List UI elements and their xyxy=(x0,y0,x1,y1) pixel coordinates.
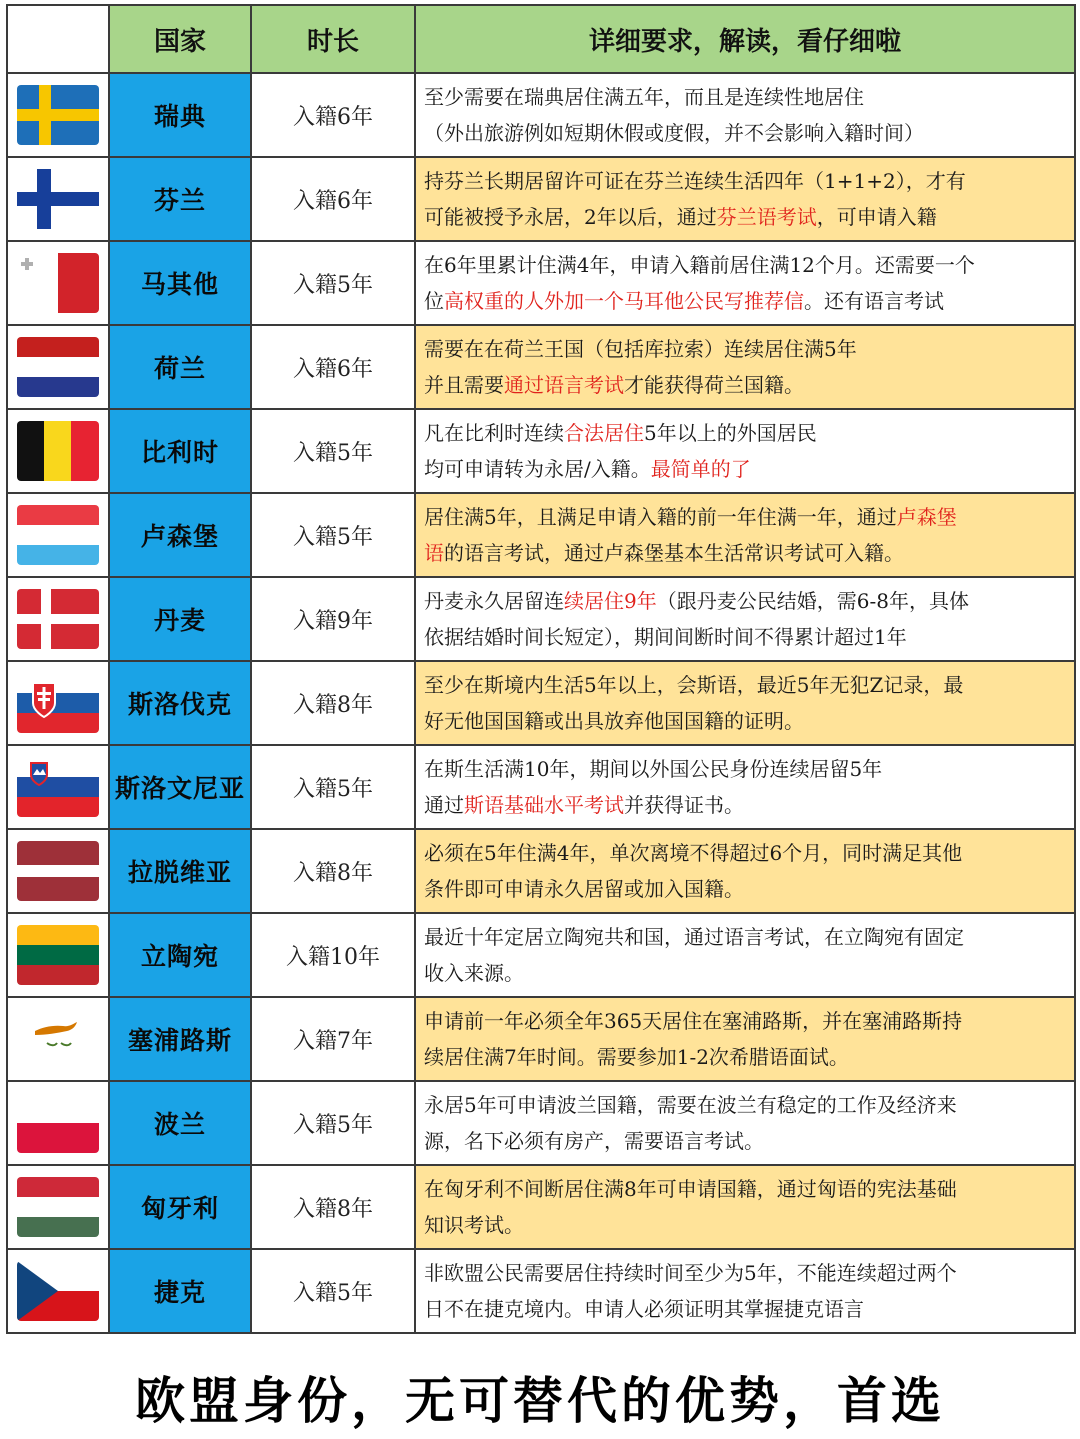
duration-value: 入籍5年 xyxy=(251,745,415,829)
duration-value: 入籍5年 xyxy=(251,1081,415,1165)
requirement-details xyxy=(415,829,1075,913)
detail-line xyxy=(424,247,1066,283)
detail-text: （外出旅游例如短期休假或度假，并不会影响入籍时间） xyxy=(424,121,924,145)
country-name: 拉脱维亚 xyxy=(109,829,251,913)
country-name: 塞浦路斯 xyxy=(109,997,251,1081)
country-name: 芬兰 xyxy=(109,157,251,241)
detail-text: 至少需要在瑞典居住满五年，而且是连续性地居住 xyxy=(424,85,864,109)
highlight-text: 芬兰语考试 xyxy=(716,205,817,229)
highlight-text: 合法居住 xyxy=(564,421,644,445)
flag-cell xyxy=(7,493,109,577)
flag-cell xyxy=(7,1165,109,1249)
header-country: 国家 xyxy=(109,5,251,73)
detail-text: 并获得证书。 xyxy=(624,793,744,817)
table-row xyxy=(7,1165,1075,1249)
country-name: 卢森堡 xyxy=(109,493,251,577)
detail-text: 至少在斯境内生活5年以上，会斯语，最近5年无犯Z记录，最 xyxy=(424,673,964,697)
detail-line xyxy=(424,871,1066,907)
detail-text: 在匈牙利不间断居住满8年可申请国籍，通过匈语的宪法基础 xyxy=(424,1177,957,1201)
header-details: 详细要求，解读，看仔细啦 xyxy=(415,5,1075,73)
footer-slogan: 欧盟身份，无可替代的优势，首选 xyxy=(135,1372,945,1430)
belgium-flag-icon xyxy=(17,421,99,481)
duration-value: 入籍10年 xyxy=(251,913,415,997)
duration-value: 入籍6年 xyxy=(251,157,415,241)
table-row xyxy=(7,661,1075,745)
detail-text: 可能被授予永居，2年以后，通过 xyxy=(424,205,717,229)
duration-value: 入籍7年 xyxy=(251,997,415,1081)
table-row xyxy=(7,157,1075,241)
finland-flag-icon xyxy=(17,169,99,229)
detail-line xyxy=(424,199,1066,235)
duration-value: 入籍6年 xyxy=(251,73,415,157)
detail-text: 在斯生活满10年，期间以外国公民身份连续居留5年 xyxy=(424,757,883,781)
table-row xyxy=(7,325,1075,409)
highlight-text: 最简单的了 xyxy=(650,457,751,481)
requirement-details xyxy=(415,997,1075,1081)
highlight-text: 卢森堡 xyxy=(896,505,957,529)
table-row xyxy=(7,997,1075,1081)
flag-cell xyxy=(7,325,109,409)
lithuania-flag-icon xyxy=(17,925,99,985)
detail-text: 5年以上的外国居民 xyxy=(644,421,817,445)
detail-text: 在6年里累计住满4年，申请入籍前居住满12个月。还需要一个 xyxy=(424,253,975,277)
detail-text: 需要在在荷兰王国（包括库拉索）连续居住满5年 xyxy=(424,337,857,361)
flag-cell xyxy=(7,661,109,745)
table-row xyxy=(7,241,1075,325)
requirement-details xyxy=(415,913,1075,997)
cyprus-flag-icon xyxy=(17,1009,99,1069)
detail-line xyxy=(424,955,1066,991)
detail-text: 申请前一年必须全年365天居住在塞浦路斯，并在塞浦路斯持 xyxy=(424,1009,963,1033)
detail-line xyxy=(424,1039,1066,1075)
country-name: 斯洛伐克 xyxy=(109,661,251,745)
detail-text: 续居住满7年时间。需要参加1-2次希腊语面试。 xyxy=(424,1045,849,1069)
duration-value: 入籍8年 xyxy=(251,661,415,745)
denmark-flag-icon xyxy=(17,589,99,649)
detail-text: 。还有语言考试 xyxy=(804,289,944,313)
requirement-details xyxy=(415,73,1075,157)
requirement-details xyxy=(415,661,1075,745)
detail-line xyxy=(424,79,1066,115)
table-row xyxy=(7,409,1075,493)
requirement-details xyxy=(415,745,1075,829)
country-name: 比利时 xyxy=(109,409,251,493)
detail-text: 依据结婚时间长短定），期间间断时间不得累计超过1年 xyxy=(424,625,907,649)
duration-value: 入籍9年 xyxy=(251,577,415,661)
detail-line xyxy=(424,451,1066,487)
detail-text: 收入来源。 xyxy=(424,961,524,985)
flag-cell xyxy=(7,913,109,997)
country-name: 荷兰 xyxy=(109,325,251,409)
requirement-details xyxy=(415,409,1075,493)
duration-value: 入籍5年 xyxy=(251,1249,415,1333)
malta-flag-icon xyxy=(17,253,99,313)
requirement-details xyxy=(415,1081,1075,1165)
detail-line xyxy=(424,535,1066,571)
requirement-details xyxy=(415,157,1075,241)
flag-cell xyxy=(7,829,109,913)
netherlands-flag-icon xyxy=(17,337,99,397)
slovenia-flag-icon xyxy=(17,757,99,817)
detail-line xyxy=(424,667,1066,703)
detail-line xyxy=(424,1123,1066,1159)
detail-line xyxy=(424,115,1066,151)
detail-text: 均可申请转为永居/入籍。 xyxy=(424,457,651,481)
requirement-details xyxy=(415,325,1075,409)
czech-flag-icon xyxy=(17,1261,99,1321)
requirement-details xyxy=(415,577,1075,661)
flag-cell xyxy=(7,1081,109,1165)
detail-text: 知识考试。 xyxy=(424,1213,524,1237)
table-row xyxy=(7,745,1075,829)
detail-line xyxy=(424,787,1066,823)
detail-text: 最近十年定居立陶宛共和国，通过语言考试，在立陶宛有固定 xyxy=(424,925,964,949)
detail-line xyxy=(424,583,1066,619)
detail-line xyxy=(424,1003,1066,1039)
highlight-text: 高权重的人外加一个马耳他公民写推荐信 xyxy=(444,289,804,313)
citizenship-table xyxy=(6,4,1076,1334)
detail-line xyxy=(424,1171,1066,1207)
requirement-details xyxy=(415,493,1075,577)
table-row xyxy=(7,1081,1075,1165)
country-name: 丹麦 xyxy=(109,577,251,661)
duration-value: 入籍5年 xyxy=(251,409,415,493)
table-row xyxy=(7,73,1075,157)
detail-line xyxy=(424,1087,1066,1123)
highlight-text: 续居住9年 xyxy=(564,589,657,613)
flag-cell xyxy=(7,1249,109,1333)
detail-line xyxy=(424,835,1066,871)
detail-text: 非欧盟公民需要居住持续时间至少为5年，不能连续超过两个 xyxy=(424,1261,957,1285)
duration-value: 入籍5年 xyxy=(251,493,415,577)
detail-text: 并且需要 xyxy=(424,373,504,397)
detail-line xyxy=(424,1207,1066,1243)
detail-text: 位 xyxy=(424,289,444,313)
detail-line xyxy=(424,499,1066,535)
country-name: 斯洛文尼亚 xyxy=(109,745,251,829)
flag-cell xyxy=(7,73,109,157)
flag-cell xyxy=(7,157,109,241)
detail-text: 凡在比利时连续 xyxy=(424,421,564,445)
detail-text: 通过 xyxy=(424,793,464,817)
detail-text: 源，名下必须有房产，需要语言考试。 xyxy=(424,1129,764,1153)
flag-cell xyxy=(7,997,109,1081)
table-row xyxy=(7,493,1075,577)
requirement-details xyxy=(415,241,1075,325)
country-name: 瑞典 xyxy=(109,73,251,157)
sweden-flag-icon xyxy=(17,85,99,145)
detail-line xyxy=(424,283,1066,319)
country-name: 捷克 xyxy=(109,1249,251,1333)
highlight-text: 斯语基础水平考试 xyxy=(464,793,624,817)
flag-cell xyxy=(7,241,109,325)
duration-value: 入籍8年 xyxy=(251,1165,415,1249)
detail-text: 才能获得荷兰国籍。 xyxy=(624,373,804,397)
latvia-flag-icon xyxy=(17,841,99,901)
detail-text: 条件即可申请永久居留或加入国籍。 xyxy=(424,877,744,901)
detail-text: 居住满5年，且满足申请入籍的前一年住满一年，通过 xyxy=(424,505,897,529)
luxembourg-flag-icon xyxy=(17,505,99,565)
header-flag-cell xyxy=(7,5,109,73)
detail-text: （跟丹麦公民结婚，需6-8年，具体 xyxy=(656,589,969,613)
detail-line xyxy=(424,1255,1066,1291)
header-duration: 时长 xyxy=(251,5,415,73)
country-name: 马其他 xyxy=(109,241,251,325)
detail-line xyxy=(424,163,1066,199)
detail-text: 持芬兰长期居留许可证在芬兰连续生活四年（1+1+2），才有 xyxy=(424,169,966,193)
slovakia-flag-icon xyxy=(17,673,99,733)
duration-value: 入籍8年 xyxy=(251,829,415,913)
requirement-details xyxy=(415,1165,1075,1249)
detail-line xyxy=(424,751,1066,787)
duration-value: 入籍5年 xyxy=(251,241,415,325)
table-header-row xyxy=(7,5,1075,73)
detail-line xyxy=(424,1291,1066,1327)
detail-text: 必须在5年住满4年，单次离境不得超过6个月，同时满足其他 xyxy=(424,841,963,865)
detail-text: 丹麦永久居留连 xyxy=(424,589,564,613)
table-row xyxy=(7,1249,1075,1333)
requirement-details xyxy=(415,1249,1075,1333)
detail-line xyxy=(424,331,1066,367)
detail-text: 好无他国国籍或出具放弃他国国籍的证明。 xyxy=(424,709,804,733)
table-row xyxy=(7,913,1075,997)
country-name: 波兰 xyxy=(109,1081,251,1165)
detail-line xyxy=(424,703,1066,739)
detail-text: 永居5年可申请波兰国籍，需要在波兰有稳定的工作及经济来 xyxy=(424,1093,957,1117)
country-name: 匈牙利 xyxy=(109,1165,251,1249)
highlight-text: 语 xyxy=(424,541,444,565)
duration-value: 入籍6年 xyxy=(251,325,415,409)
detail-line xyxy=(424,919,1066,955)
detail-text: ，可申请入籍 xyxy=(816,205,937,229)
detail-text: 的语言考试，通过卢森堡基本生活常识考试可入籍。 xyxy=(444,541,904,565)
flag-cell xyxy=(7,745,109,829)
flag-cell xyxy=(7,409,109,493)
country-name: 立陶宛 xyxy=(109,913,251,997)
table-row xyxy=(7,829,1075,913)
detail-text: 日不在捷克境内。申请人必须证明其掌握捷克语言 xyxy=(424,1297,864,1321)
highlight-text: 通过语言考试 xyxy=(504,373,624,397)
detail-line xyxy=(424,415,1066,451)
poland-flag-icon xyxy=(17,1093,99,1153)
flag-cell xyxy=(7,577,109,661)
detail-line xyxy=(424,619,1066,655)
detail-line xyxy=(424,367,1066,403)
hungary-flag-icon xyxy=(17,1177,99,1237)
table-row xyxy=(7,577,1075,661)
